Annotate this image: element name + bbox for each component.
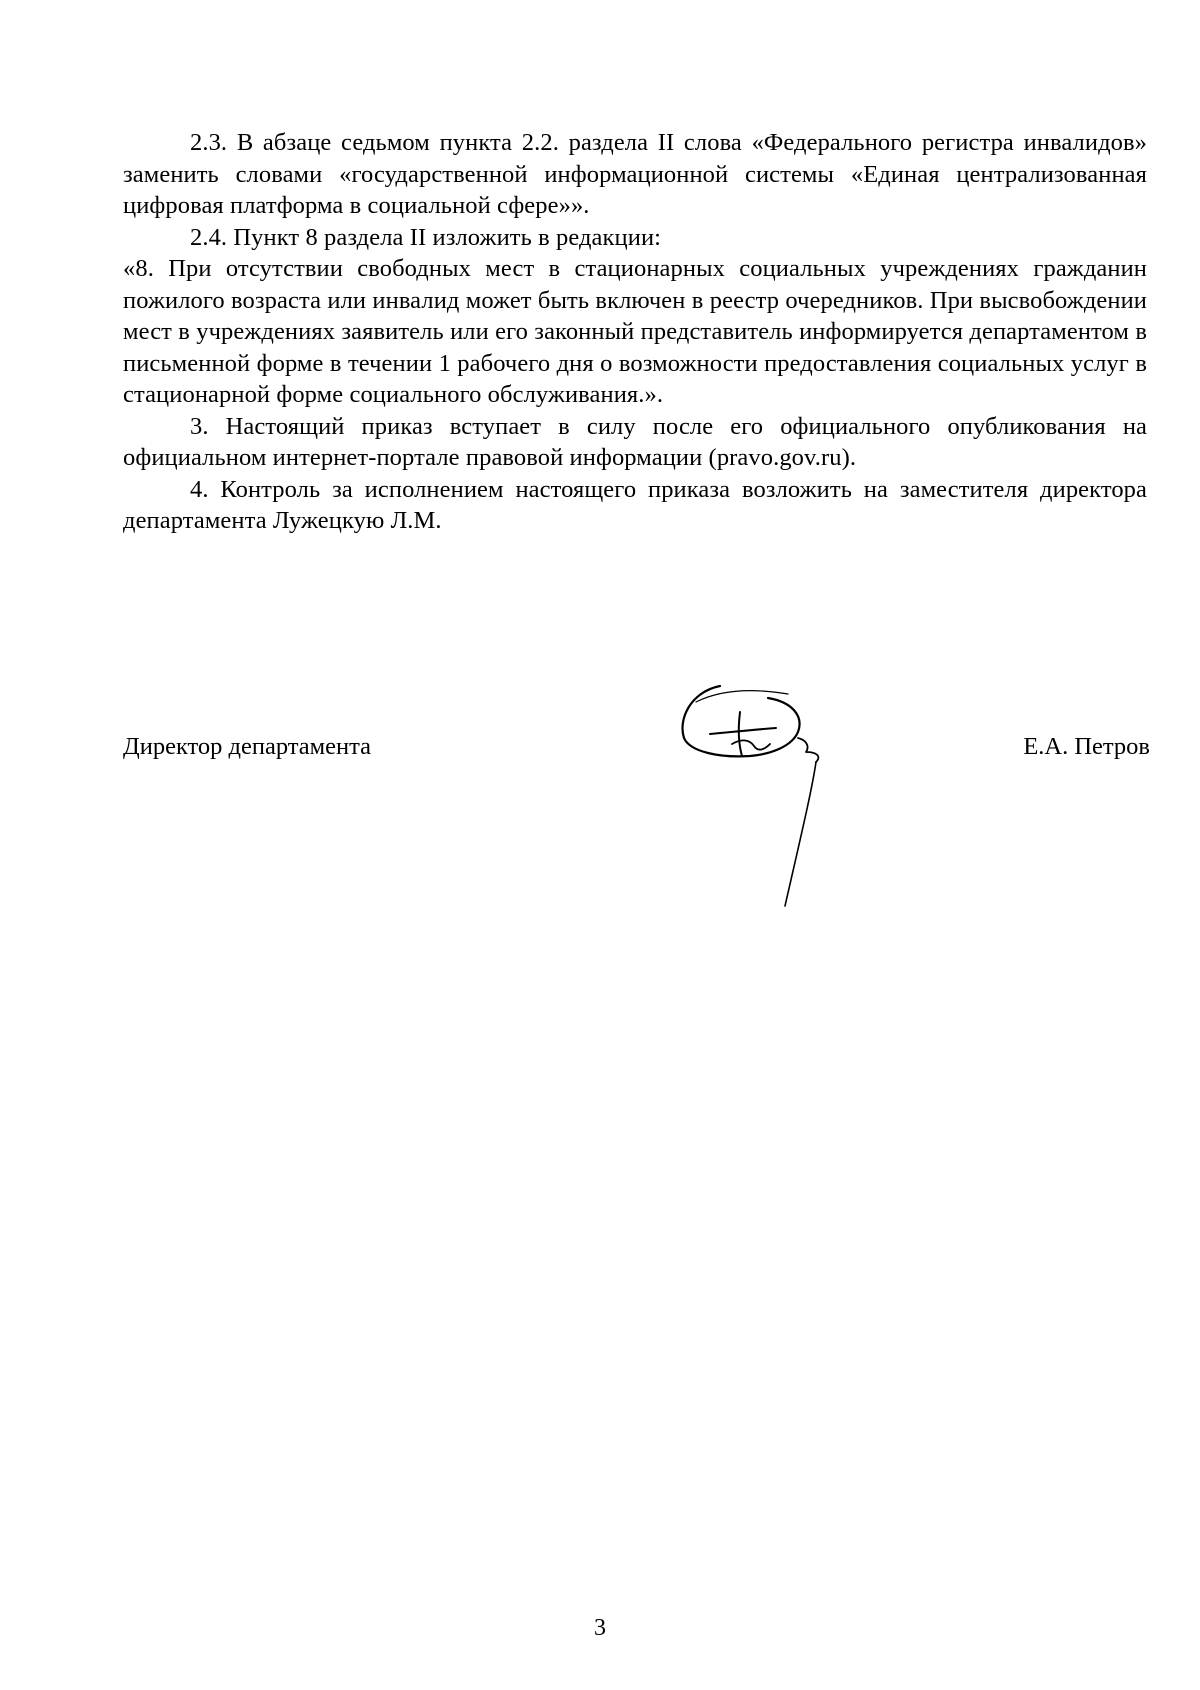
paragraph-4: 4. Контроль за исполнением настоящего приказа возложить на заместителя директора департамента Лужецкую Л.М.: [123, 475, 1147, 534]
signatory-title: Директор департамента: [123, 733, 372, 760]
paragraph-quote-8: «8. При отсутствии свободных мест в стационарных социальных учреждениях гражданин пожилого возраста или инвалид может быть включен в реестр очередников. При высвобождении мест в учреждениях заявитель или его законный представитель информируется департаментом в письменной форме в течении 1 рабочего дня о возможности предоставления социальных услуг в стационарной форме социального обслуживания.».: [123, 255, 1147, 408]
paragraph-2-3: 2.3. В абзаце седьмом пункта 2.2. раздела II слова «Федерального регистра инвалидов» заменить словами «государственной информационной системы «Единая централизованная цифровая платформа в социальной сфере»».: [123, 129, 1147, 219]
paragraph-3: 3. Настоящий приказ вступает в силу после его официального опубликования на официальном интернет-портале правовой информации (pravo.gov.ru).: [123, 412, 1147, 471]
document-body: [123, 127, 1147, 537]
paragraph-2-4: 2.4. Пункт 8 раздела II изложить в редакции:: [190, 223, 662, 251]
page-number: 3: [594, 1615, 606, 1641]
signatory-name: Е.А. Петров: [1023, 733, 1150, 760]
handwritten-signature-icon: [680, 680, 880, 910]
